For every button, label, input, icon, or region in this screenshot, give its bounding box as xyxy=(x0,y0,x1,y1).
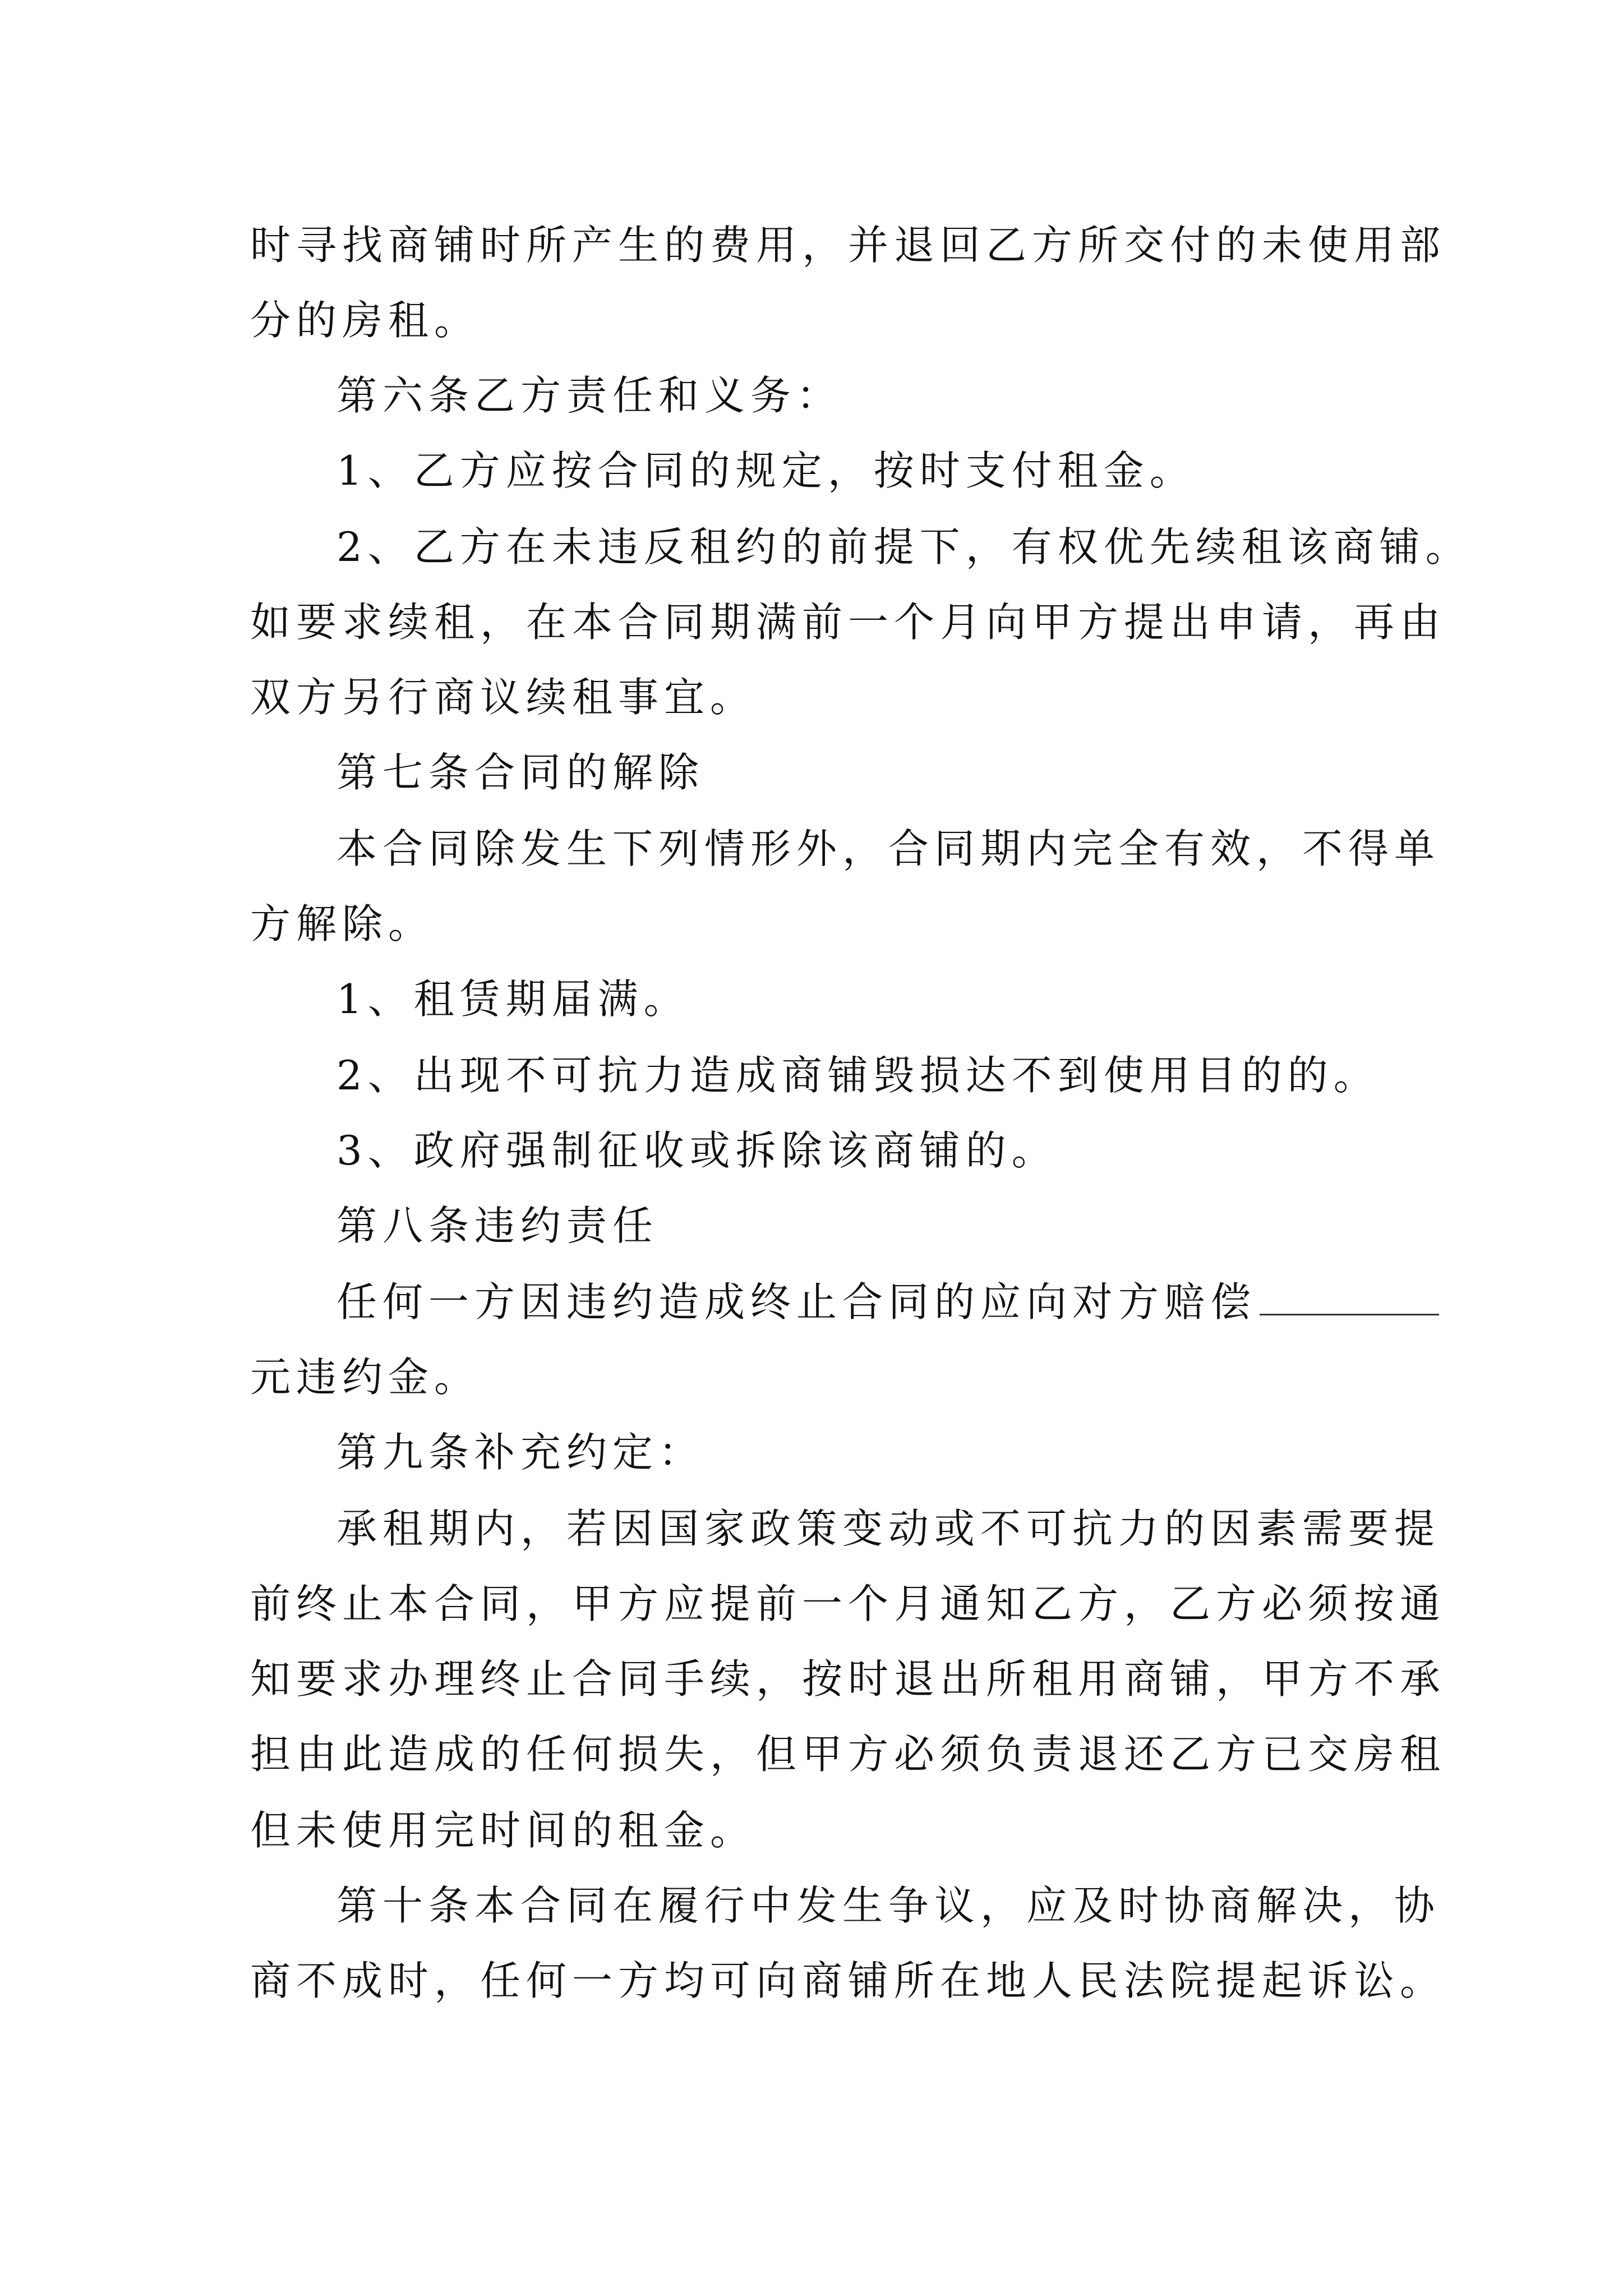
text-line: 承租期内，若因国家政策变动或不可抗力的因素需要提 xyxy=(336,1505,1441,1552)
text-line: 1、租赁期届满。 xyxy=(336,976,690,1023)
section-heading: 第七条合同的解除 xyxy=(336,749,705,796)
text-line: 双方另行商议续租事宜。 xyxy=(250,674,757,721)
section-heading: 第六条乙方责任和义务： xyxy=(336,372,843,419)
text-line: 如要求续租，在本合同期满前一个月向甲方提出申请，再由 xyxy=(250,599,1446,646)
text-line: 2、乙方在未违反租约的前提下，有权优先续租该商铺。 xyxy=(336,523,1472,570)
text-line: 分的房租。 xyxy=(250,297,481,344)
fill-in-blank xyxy=(1260,1312,1439,1315)
text-line: 方解除。 xyxy=(250,900,435,947)
text-line: 但未使用完时间的租金。 xyxy=(250,1807,757,1854)
text-line: 元违约金。 xyxy=(250,1354,481,1401)
text-line: 时寻找商铺时所产生的费用，并退回乙方所交付的未使用部 xyxy=(250,222,1446,269)
text-line: 知要求办理终止合同手续，按时退出所租用商铺，甲方不承 xyxy=(250,1655,1446,1703)
section-heading: 第八条违约责任 xyxy=(336,1202,659,1249)
text-line: 3、政府强制征收或拆除该商铺的。 xyxy=(336,1127,1058,1174)
text-line: 2、出现不可抗力造成商铺毁损达不到使用目的的。 xyxy=(336,1052,1380,1099)
section-heading: 第九条补充约定： xyxy=(336,1429,705,1476)
text-line: 第十条本合同在履行中发生争议，应及时协商解决，协 xyxy=(336,1882,1441,1929)
text-line: 前终止本合同，甲方应提前一个月通知乙方，乙方必须按通 xyxy=(250,1580,1446,1627)
text-segment: 任何一方因违约造成终止合同的应向对方赔偿 xyxy=(336,1278,1257,1326)
text-line: 担由此造成的任何损失，但甲方必须负责退还乙方已交房租 xyxy=(250,1731,1446,1778)
text-line: 商不成时，任何一方均可向商铺所在地人民法院提起诉讼。 xyxy=(250,1957,1446,2004)
text-line: 本合同除发生下列情形外，合同期内完全有效，不得单 xyxy=(336,825,1441,872)
text-line-with-blank xyxy=(336,1260,1464,1344)
text-line: 1、乙方应按合同的规定，按时支付租金。 xyxy=(336,447,1196,494)
